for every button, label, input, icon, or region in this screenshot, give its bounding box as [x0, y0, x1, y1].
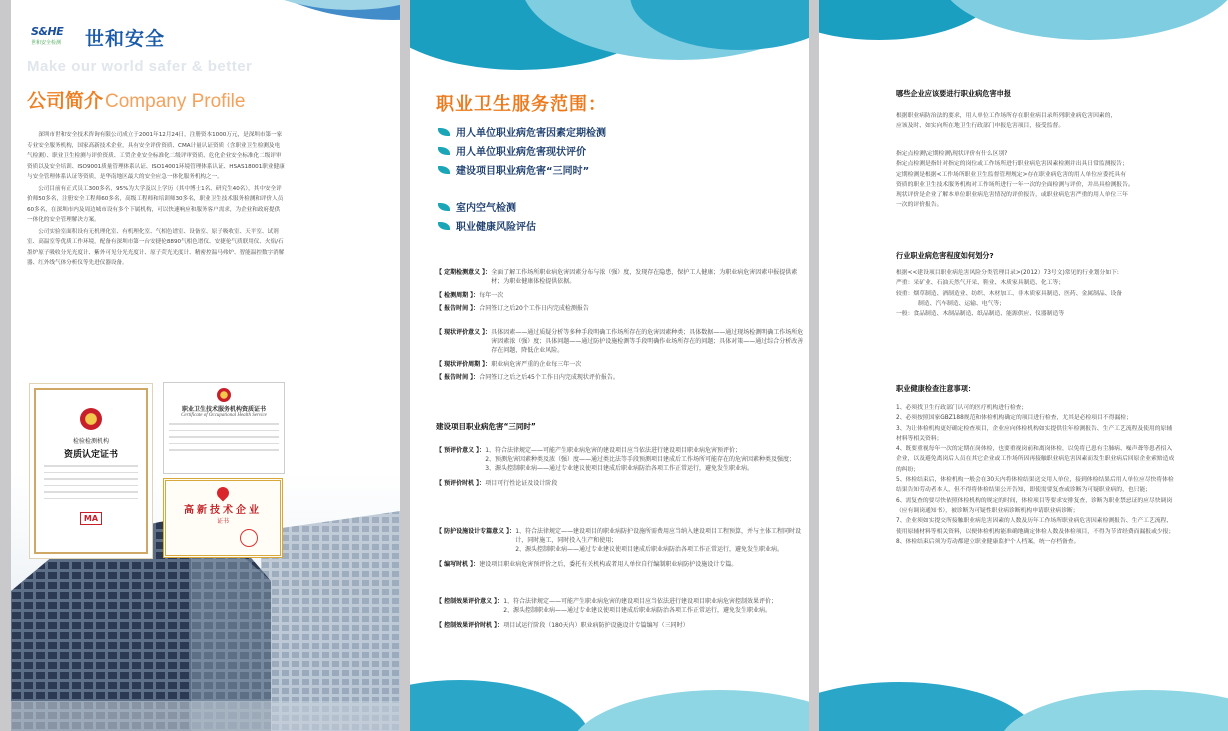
three-simultaneous-title: 建设项目职业病危害“三同时”: [436, 422, 536, 431]
faq-line: 定期检测是根据<工作场所职业卫生监督管理规定>存在职业病危害的用人单位应委托具有: [896, 171, 1126, 178]
protection-design-block: [436, 527, 806, 569]
cert-title-main: 资质认定证书: [63, 450, 118, 460]
panel-company-profile: [11, 0, 400, 731]
pre-evaluation-block: [436, 446, 806, 488]
logo-mark: [31, 24, 65, 49]
leaf-bullet-icon: [438, 222, 450, 230]
def-list: [515, 527, 806, 554]
faq-line: 一般：食品制造、木制品制造、纸品制造、能源供应、仪器制造等: [896, 311, 1065, 318]
intro-title: [27, 86, 245, 113]
faq-line: 指定点检测\定期检测\现状评价有什么区别?: [896, 151, 1008, 157]
decor-blob: [819, 682, 1039, 731]
leaf-bullet-icon: [438, 203, 450, 211]
cert-title: 职业卫生技术服务机构资质证书: [181, 406, 266, 413]
def-list-item: 3、源头控制职业病——通过专业建议使项目建成后职业病防治各项工作正常运行，避免发生职业病。: [485, 465, 754, 472]
intro-title-cn: 公司简介: [27, 90, 104, 112]
flame-logo-icon: [215, 485, 232, 502]
faq-answer-declaration: [896, 111, 1176, 132]
leaf-bullet-icon: [438, 166, 450, 174]
def-key: 【 报告时间 】：: [436, 305, 480, 312]
slogan: Make our world safer & better: [27, 58, 253, 75]
leaf-bullet-icon: [438, 128, 450, 136]
def-list: [485, 446, 795, 473]
def-list-item: 2、源头控制职业病——通过专业建议使项目建成后职业病防治各项工作正常运行，避免发生职业病。: [503, 607, 772, 614]
def-key: 【 预评价时机 】：: [436, 480, 486, 487]
scope-item: 建设项目职业病危害“三同时”: [438, 160, 606, 179]
def-value: 建设项目职业病危害预评价之后，委托有关机构或者用人单位自行编制职业病防护设施设计专篇。: [479, 561, 738, 568]
faq-heading-industry: 行业职业病危害程度如何划分?: [896, 251, 994, 260]
cert-text-lines: [167, 423, 281, 451]
faq-line: 根据<<建设项目职业病危害风险分类管理目录>(2012）73号文)常见的行业划分如下:: [896, 270, 1119, 276]
intro-paragraph: 公司实验室面积设有无机理化室、有机理化室、气相色谱室、设备室、原子吸收室、天平室、试剂室、高温室等优质工作环境，配备有深圳市第一台安捷伦8890气相色谱仪、安捷伦气质联用仪、火焰/石墨炉原子吸收分光光度计、紫外可见分光光度计、原子荧光光度计、精密控温马弗炉、智能温控数字消解器、红外线气体分析仪等先进仪器设备。: [27, 228, 285, 266]
national-emblem-icon: [80, 408, 102, 430]
def-key: 【 控制效果评价意义 】：: [436, 598, 504, 605]
faq-heading-declaration: 哪些企业应该要进行职业病危害申报: [896, 89, 1012, 98]
scope-item: 室内空气检测: [438, 197, 606, 216]
logo-letters: S&HE: [31, 24, 64, 38]
def-value: 合同签订之后之后45个工作日内完成现状评价报告。: [479, 374, 619, 381]
company-logo: [31, 24, 165, 51]
decor-blob: [939, 0, 1228, 40]
def-key: 【 现状评价周期 】：: [436, 361, 492, 368]
faq-line: 应该及时、如实向所在地卫生行政部门申报危害项目，接受监督。: [896, 123, 1065, 130]
faq-heading-health-check: 职业健康检查注意事项：: [896, 384, 976, 393]
faq-answer-detection-types: [896, 149, 1176, 211]
logo-subtitle: 世和安全检测: [31, 39, 62, 46]
national-emblem-icon: [217, 388, 231, 402]
def-value: 全面了解工作场所职业病危害因素分布与浓（强）度，发现存在隐患，保护工人健康；为职业病危害因素申报提供素材；为职业健康体检提供依据。: [491, 269, 798, 285]
logo-name: 世和安全: [85, 28, 166, 50]
scope-item: 职业健康风险评估: [438, 216, 606, 235]
faq-line: 资质的职业卫生技术服务机构对工作场所进行一年一次的全面检测与评价，并出具检测报告。: [896, 181, 1134, 188]
def-value: 项目可行性论证及设计阶段: [485, 480, 558, 487]
def-list-item: 2、源头控制职业病——通过专业建议使项目建成后职业病防治各项工作正常运行，避免发生职业病。: [515, 546, 784, 553]
def-value: 合同签订之后20个工作日内完成检测报告: [479, 305, 589, 312]
cert-title: 高新技术企业: [184, 505, 262, 516]
note-item: 5、体检结束后，体检机构一般会在30天内将体检结果送交用人单位，接到体检结果后用人单位应尽快将体检结果告知劳动者本人，但不得将体检结果公开告知，即使需要复查或诊断为可疑职业病的，也只能；: [896, 477, 1174, 494]
periodic-detection-block: [436, 268, 806, 313]
cert-qualification: [29, 383, 153, 559]
def-value: 具体因素——通过质疑分析等多种手段明确工作场所存在的危害因素种类；具体数据——通过现场检测明确工作场所危害因素浓（强）度；具体问题——通过防护设施检测等手段明确作业场所存在的问题；具体对策——通过综合分析改善存在问题，降低企业风险。: [491, 329, 804, 354]
def-value: 项目试运行阶段（180天内）职业病防护设施设计专篇编写（三同时）: [503, 622, 689, 629]
health-check-notes: [896, 403, 1176, 547]
def-key: 【 现状评价意义 】：: [436, 329, 492, 336]
note-item: 2、必须按照国家GBZ188规范和体检机构确定的项目进行检查，尤其是必检项目不得漏检；: [896, 415, 1132, 422]
decor-blob: [570, 690, 809, 731]
faq-line: 较重：烟草制造、酒制造业、纺织、木材加工、非木质家具制造、医药、金属制品、设备: [896, 290, 1123, 297]
intro-paragraph: 公司目前有正式员工300多名，95%为大学及以上学历（其中博士1名、研究生40名），其中安全评价师50多名，注册安全工程师60多名，高级工程师和培训师30多名，职业卫生技术服务检测和评价人员60多名，在深圳市内及周边城市设有多个下属机构，可以快速响应和服务客户需求，为企业和政府提供一体化的安全管理解决方案。: [27, 185, 284, 223]
note-item: 4、既要重视每年一次的定期在岗体检，也要重视岗前和离岗体检，以免将已患有尘肺病、噪声聋等患者招入企业，以及避免离岗后人员在其它企业或工作场所因再接触职业病危害因素而发生职业病后回原企业索赔造成的纠纷；: [896, 446, 1175, 473]
cert-occupational-health: [163, 382, 285, 474]
faq-line: 指定点检测是指针对指定的岗位或工作场所进行职业病危害因素检测并出具日常监测报告；: [896, 161, 1128, 168]
cert-text-lines: [42, 465, 140, 499]
note-item: 7、企业须如实提交所接触职业病危害因素的人数及历年工作场所职业病危害因素检测报告、生产工艺流程、使用原辅材料等相关资料，以便体检机构能准确地确定体检人数及体检项目，不得为节省经费而漏报或少报；: [896, 518, 1175, 535]
cert-subtitle: 证书: [216, 518, 229, 525]
def-list-item: 1、符合法律规定——可能产生职业病危害的建设项目应当依法进行建设项目职业病危害控制效果评价；: [503, 598, 778, 605]
intro-title-en: Company Profile: [105, 91, 246, 112]
faq-line: 制造、汽车制造、运输、电气等；: [918, 300, 1005, 307]
faq-line: 现状评价是企业了解本单位职业病危害情况的评价报告，或职业病危害严重的用人单位三年: [896, 192, 1128, 199]
def-key: 【 检测周期 】：: [436, 292, 480, 299]
intro-text: [27, 130, 285, 270]
note-item: 3、为让体检机构更好确定检查项目，企业应向体检机构如实提供往年检测报告、生产工艺流程及使用的原辅材料等相关资料；: [896, 425, 1173, 442]
status-evaluation-block: [436, 328, 806, 382]
cert-title: 检验检测机构: [72, 438, 109, 445]
scope-item: 用人单位职业病危害因素定期检测: [438, 122, 606, 141]
def-list-item: 1、符合法律规定——建设项目的职业病防护设施所需费用应当纳入建设项目工程预算，并与主体工程同时设计，同时施工，同时投入生产和使用；: [515, 528, 802, 544]
cert-subtitle: Certificate of Occupational Health Service: [181, 413, 267, 418]
cert-high-tech: [163, 478, 283, 558]
scope-list: [438, 122, 606, 235]
def-key: 【 定期检测意义 】：: [436, 269, 492, 276]
def-value: 职业病危害严重的企业每三年一次: [491, 361, 582, 368]
control-effect-block: [436, 597, 806, 630]
cma-mark: MA: [80, 512, 102, 525]
scope-item: 用人单位职业病危害现状评价: [438, 141, 606, 160]
def-key: 【 编写时机 】：: [436, 561, 480, 568]
panel-service-scope: [410, 0, 809, 731]
faq-line: 一次的评价报告。: [896, 202, 943, 209]
decor-blob: [410, 680, 590, 731]
note-item: 1、必须找卫生行政部门认可的医疗机构进行检查；: [896, 405, 1028, 411]
def-value: 每年一次: [479, 292, 504, 299]
panel-faq: [819, 0, 1228, 731]
def-list: [503, 597, 777, 615]
note-item: 6、需复查的要尽快依照体检机构的规定的时间，体检项目等要求安排复查，诊断为职业禁忌证的应尽快调岗（应有调岗通知书），被诊断为可疑性职业病诊断机构申请职业病诊断；: [896, 497, 1173, 514]
intro-paragraph: 深圳市世和安全技术咨询有限公司成立于2001年12月24日，注册资本1000万元，是深圳市第一家专业安全服务机构，国家高新技术企业，具有安全评价资质、CMA计量认证资质（含职业卫生检测及电气检测）、职业卫生检测与评价资质、工贸企业安全标准化二级评审资质、危化企业安全标准化二级评审资质以及安全培训、ISO9001质量管理体系认证、ISO14001环境管理体系认证、HSAS18001职业健康与安全管理体系认证等资质，是华南地区最大的安全应急一体化服务机构之一。: [27, 132, 285, 180]
faq-line: 严重：采矿业、石油天然气开采、鞋业、木质家具制造、化工等；: [896, 280, 1065, 287]
leaf-bullet-icon: [438, 147, 450, 155]
def-list-item: 2、预测危害因素种类及浓（强）度——通过类比法等手段预测项目建成后工作场所可能存在的危害因素种类及强度；: [485, 456, 796, 463]
scope-title: 职业卫生服务范围：: [436, 94, 607, 115]
decor-blob: [999, 690, 1228, 731]
note-item: 8、体检结束后须为劳动都建立职业健康监护个人档案，统一存档备查。: [896, 538, 1080, 545]
def-key: 【 防护设施设计专篇意义 】：: [436, 528, 516, 535]
seal-stamp: [240, 529, 258, 547]
def-key: 【 预评价意义 】：: [436, 447, 486, 454]
faq-line: 根据职业病防治法的要求，用人单位工作场所存在职业病目录所列职业病危害因素的，: [896, 113, 1117, 119]
def-key: 【 控制效果评价时机 】：: [436, 622, 504, 629]
def-list-item: 1、符合法律规定——可能产生职业病危害的建设项目应当依法进行建设项目职业病危害预评价；: [485, 447, 742, 454]
def-key: 【 报告时间 】：: [436, 374, 480, 381]
faq-answer-industry: [896, 268, 1176, 319]
